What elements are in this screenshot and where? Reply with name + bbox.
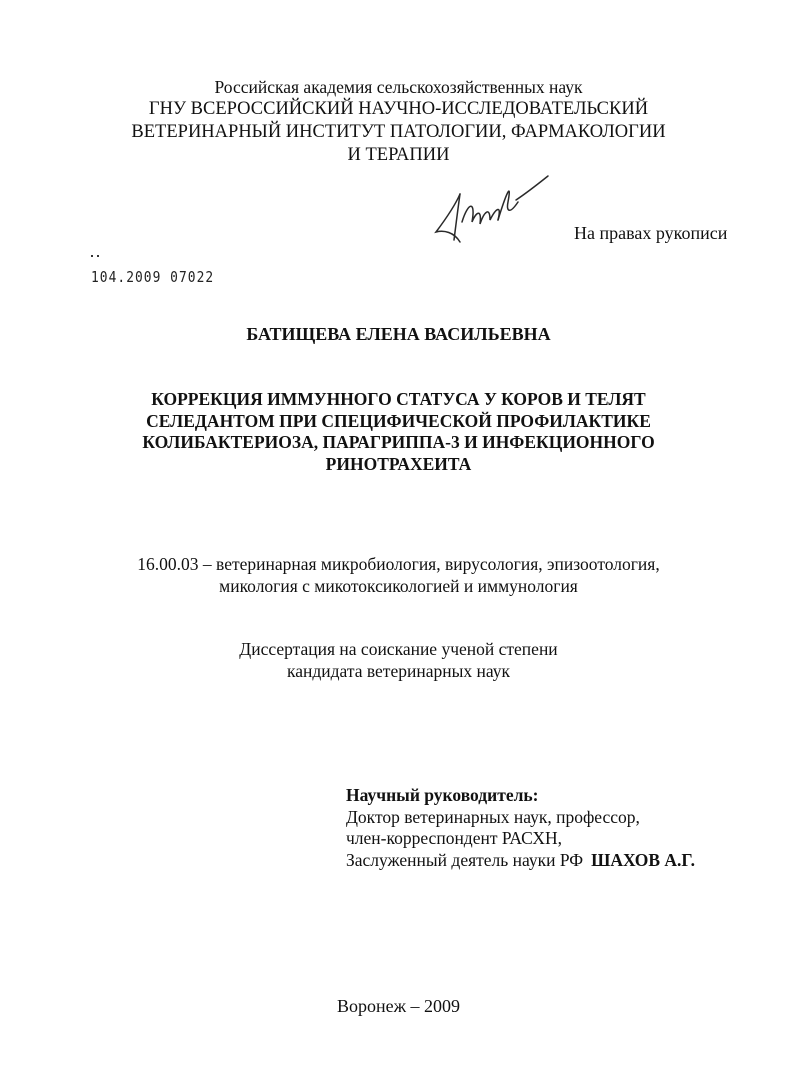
degree-line-1: Диссертация на соискание ученой степени [239, 639, 558, 659]
handwritten-signature [432, 172, 552, 252]
scientific-advisor [346, 785, 695, 871]
title-line-4: РИНОТРАХЕИТА [325, 453, 472, 474]
advisor-title-row [346, 850, 695, 872]
institution-header [0, 76, 797, 167]
advisor-honor: Заслуженный деятель науки РФ [346, 849, 584, 870]
advisor-degree: Доктор ветеринарных наук, профессор, [346, 806, 640, 827]
institute-name-line-1: ГНУ ВСЕРОССИЙСКИЙ НАУЧНО-ИССЛЕДОВАТЕЛЬСКИЙ [148, 99, 649, 119]
degree-line-2: кандидата ветеринарных наук [287, 661, 510, 681]
specialty-line-2: микология с микотоксикологией и иммунология [219, 576, 578, 596]
stamp-mark [91, 254, 101, 258]
title-line-1: КОРРЕКЦИЯ ИММУННОГО СТАТУСА У КОРОВ И ТЕЛЯТ [151, 389, 646, 409]
dissertation-title [0, 389, 797, 475]
academy-name: Российская академия сельскохозяйственных наук [214, 77, 583, 97]
institute-name-line-2: ВЕТЕРИНАРНЫЙ ИНСТИТУТ ПАТОЛОГИИ, ФАРМАКОЛОГИИ [131, 122, 666, 142]
title-line-2: СЕЛЕДАНТОМ ПРИ СПЕЦИФИЧЕСКОЙ ПРОФИЛАКТИКЕ [146, 410, 651, 431]
title-line-3: КОЛИБАКТЕРИОЗА, ПАРАГРИППА-3 И ИНФЕКЦИОННОГО [142, 432, 655, 452]
registration-number: 104.2009 07022 [91, 268, 215, 286]
institute-name-line-3: И ТЕРАПИИ [347, 145, 450, 165]
advisor-membership: член-корреспондент РАСХН, [346, 828, 562, 848]
manuscript-rights-note: На правах рукописи [574, 223, 728, 243]
city-year: Воронеж – 2009 [336, 996, 461, 1016]
advisor-heading: Научный руководитель: [346, 785, 539, 805]
specialty-line-1: 16.00.03 – ветеринарная микробиология, вирусология, эпизоотология, [137, 554, 660, 574]
advisor-name: ШАХОВ А.Г. [591, 849, 695, 870]
specialty [0, 553, 797, 597]
degree-statement [0, 638, 797, 682]
author-name: БАТИЩЕВА ЕЛЕНА ВАСИЛЬЕВНА [246, 324, 551, 344]
